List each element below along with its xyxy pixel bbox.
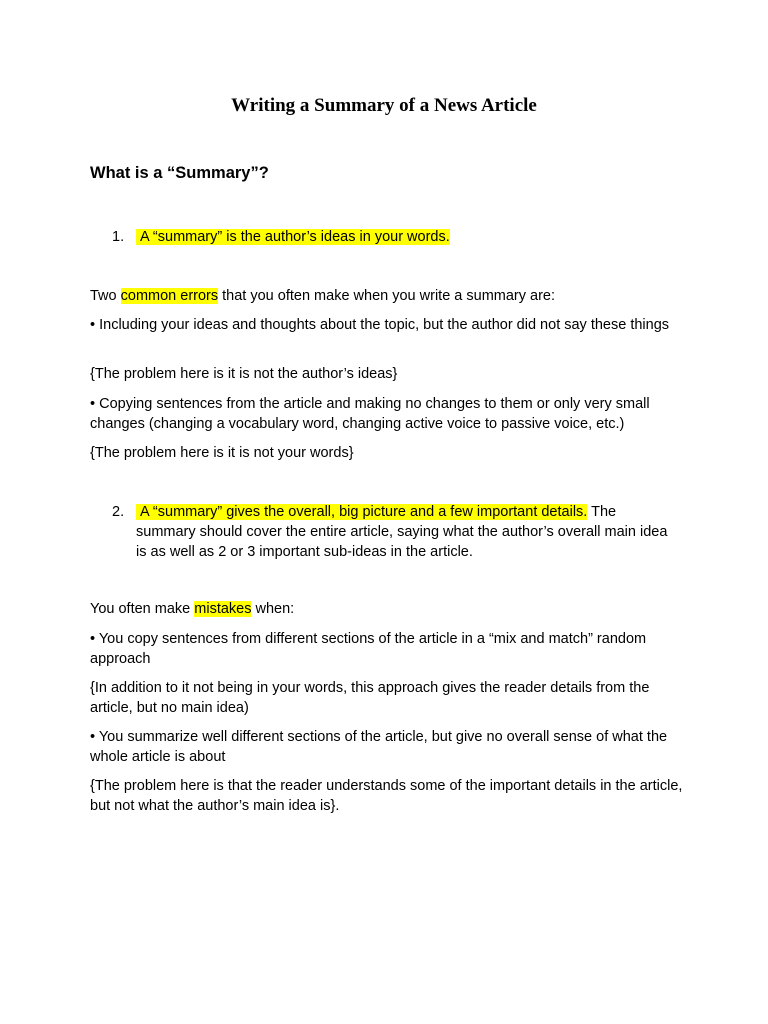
document-title: Writing a Summary of a News Article (231, 95, 537, 116)
point-1-body (136, 227, 672, 247)
mistake-note-2: {The problem here is that the reader understands some of the important details in the article, but not what the author’s main idea is}. (90, 778, 683, 814)
mistakes-intro-before: You often make (90, 601, 195, 617)
error-note-1: {The problem here is it is not the author’s ideas} (90, 366, 398, 382)
errors-intro-after: that you often make when you write a summary are: (218, 288, 556, 304)
mistake-note-1: {In addition to it not being in your words, this approach gives the reader details from the article, but no main idea) (90, 680, 650, 716)
mistakes-intro-after: when: (251, 601, 295, 617)
mistake-bullet-1: • You copy sentences from different sections of the article in a “mix and match” random approach (90, 631, 647, 667)
error-bullet-2: • Copying sentences from the article and making no changes to them or only very small changes (changing a vocabulary word, changing active voice to passive voice, etc.) (90, 396, 650, 432)
numbered-point-2 (112, 502, 672, 562)
mistakes-intro-highlight: mistakes (194, 601, 252, 617)
point-2-rest: The summary should cover the entire article, saying what the author’s overall main idea is as well as 2 or 3 important sub-ideas in the article. (136, 504, 668, 560)
errors-intro-highlight: common errors (120, 288, 219, 304)
point-1-highlight (136, 229, 450, 245)
point-1-number: 1. (112, 229, 125, 245)
error-note-2: {The problem here is it is not your words} (90, 445, 354, 461)
point-2-highlight (136, 504, 587, 520)
numbered-point-1 (112, 227, 672, 247)
point-2-body (136, 502, 672, 562)
error-bullet-1: • Including your ideas and thoughts about the topic, but the author did not say these things (90, 317, 670, 333)
point-1-text: A “summary” is the author’s ideas in your words. (140, 229, 450, 245)
mistake-bullet-2: • You summarize well different sections of the article, but give no overall sense of what the whole article is about (90, 729, 668, 765)
errors-intro-before: Two (90, 288, 121, 304)
mistakes-intro (90, 599, 690, 619)
point-2-highlight-text: A “summary” gives the overall, big picture and a few important details. (140, 504, 588, 520)
errors-intro (90, 286, 690, 306)
section-heading: What is a “Summary”? (90, 164, 269, 182)
point-2-number: 2. (112, 504, 125, 520)
